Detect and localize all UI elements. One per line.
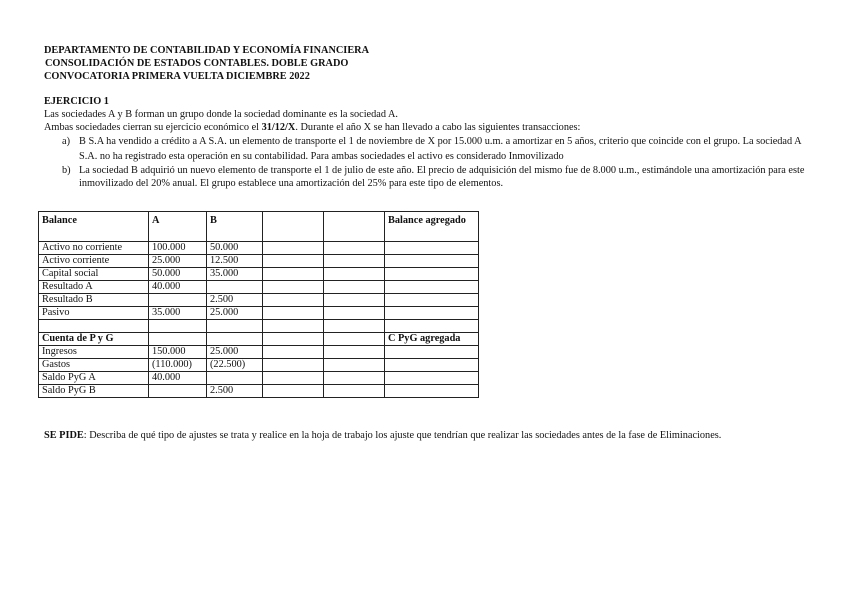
- table-cell: [263, 359, 324, 372]
- table-row: [39, 333, 479, 346]
- task-statement: [44, 429, 784, 443]
- table-cell: 40.000: [149, 281, 207, 294]
- transaction-text: La sociedad B adquirió un nuevo elemento de transporte el 1 de julio de este año. El precio de adquisición del mismo fue de 8.000 u.m., estimándole una amortización para este inmovilizado del 20% anual. El grupo establece una amortización del 25% para este tipo de elementos.: [79, 165, 805, 189]
- transaction-text: B S.A ha vendido a crédito a A S.A. un elemento de transporte el 1 de noviembre de X por 15.000 u.m. a amortizar en 5 años, criterio que coincide con el grupo. La sociedad A S.A. no ha registrado esta operación en su contabilidad. Para ambas sociedades el activo es considerado Inmovilizado: [79, 136, 802, 162]
- table-cell: [385, 346, 479, 359]
- table-cell: [324, 333, 385, 346]
- table-cell: [149, 294, 207, 307]
- department-title: DEPARTAMENTO DE CONTABILIDAD Y ECONOMÍA FINANCIERA: [44, 45, 370, 56]
- table-cell: [263, 268, 324, 281]
- table-cell: [324, 212, 385, 242]
- table-cell: [263, 346, 324, 359]
- table-cell: Balance agregado: [385, 212, 479, 242]
- table-cell: [263, 307, 324, 320]
- table-cell: [324, 385, 385, 398]
- table-header-row: [39, 212, 479, 242]
- table-cell: Activo corriente: [39, 255, 149, 268]
- table-cell: Saldo PyG A: [39, 372, 149, 385]
- table-cell: [207, 333, 263, 346]
- table-cell: [263, 333, 324, 346]
- table-cell: 12.500: [207, 255, 263, 268]
- table-cell: [324, 320, 385, 333]
- table-cell: [263, 385, 324, 398]
- table-cell: [324, 294, 385, 307]
- table-cell: Balance: [39, 212, 149, 242]
- table-cell: [385, 255, 479, 268]
- table-row: [39, 307, 479, 320]
- table-cell: [207, 320, 263, 333]
- table-row: [39, 281, 479, 294]
- table-cell: (110.000): [149, 359, 207, 372]
- table-cell: 35.000: [207, 268, 263, 281]
- table-cell: [207, 372, 263, 385]
- table-cell: 100.000: [149, 242, 207, 255]
- table-row: [39, 385, 479, 398]
- task-label: SE PIDE: [44, 430, 84, 441]
- transactions-list: [44, 134, 814, 190]
- table-cell: [324, 307, 385, 320]
- table-cell: [324, 346, 385, 359]
- table-cell: Activo no corriente: [39, 242, 149, 255]
- close-post: . Durante el año X se han llevado a cabo las siguientes transacciones:: [295, 122, 581, 133]
- table-cell: [263, 212, 324, 242]
- table-cell: 2.500: [207, 385, 263, 398]
- worksheet-table: [38, 211, 479, 398]
- table-cell: [263, 255, 324, 268]
- table-cell: 25.000: [149, 255, 207, 268]
- table-cell: Ingresos: [39, 346, 149, 359]
- table-spacer-row: [39, 320, 479, 333]
- table-cell: 35.000: [149, 307, 207, 320]
- table-cell: A: [149, 212, 207, 242]
- table-cell: [324, 255, 385, 268]
- table-cell: Resultado A: [39, 281, 149, 294]
- document-header: [44, 44, 814, 83]
- table-cell: C PyG agregada: [385, 333, 479, 346]
- exercise-intro: Las sociedades A y B forman un grupo donde la sociedad dominante es la sociedad A.: [44, 109, 399, 120]
- table-cell: [385, 307, 479, 320]
- table-row: [39, 255, 479, 268]
- table-cell: [207, 281, 263, 294]
- transaction-label: a): [62, 136, 70, 147]
- table-cell: 50.000: [149, 268, 207, 281]
- table-cell: [385, 359, 479, 372]
- table-row: [39, 242, 479, 255]
- table-cell: [263, 372, 324, 385]
- table-row: [39, 294, 479, 307]
- table-row: [39, 372, 479, 385]
- table-cell: Pasivo: [39, 307, 149, 320]
- table-cell: 25.000: [207, 307, 263, 320]
- table-cell: [263, 320, 324, 333]
- table-cell: Resultado B: [39, 294, 149, 307]
- table-cell: Cuenta de P y G: [39, 333, 149, 346]
- table-cell: Gastos: [39, 359, 149, 372]
- document-body: [44, 44, 814, 190]
- table-cell: [39, 320, 149, 333]
- table-row: [39, 346, 479, 359]
- table-cell: 50.000: [207, 242, 263, 255]
- table-cell: [263, 294, 324, 307]
- transaction-item-b: [44, 164, 814, 190]
- table-cell: [385, 294, 479, 307]
- table-cell: Capital social: [39, 268, 149, 281]
- table-cell: [324, 281, 385, 294]
- table-cell: 150.000: [149, 346, 207, 359]
- table-row: [39, 268, 479, 281]
- table-cell: [385, 320, 479, 333]
- table-cell: [149, 333, 207, 346]
- table-cell: 25.000: [207, 346, 263, 359]
- table-cell: [385, 372, 479, 385]
- table-cell: [385, 242, 479, 255]
- transaction-label: b): [62, 165, 71, 176]
- table-cell: Saldo PyG B: [39, 385, 149, 398]
- table-cell: [149, 385, 207, 398]
- exercise-close-statement: [44, 121, 814, 134]
- table-cell: [324, 242, 385, 255]
- close-date: 31/12/X: [261, 122, 296, 133]
- table-cell: [385, 281, 479, 294]
- table-cell: [385, 385, 479, 398]
- exam-call-title: CONVOCATORIA PRIMERA VUELTA DICIEMBRE 2022: [44, 71, 310, 82]
- table-cell: [149, 320, 207, 333]
- table-cell: [324, 268, 385, 281]
- table-cell: B: [207, 212, 263, 242]
- table-cell: [263, 242, 324, 255]
- table-cell: (22.500): [207, 359, 263, 372]
- exercise-title: EJERCICIO 1: [44, 96, 109, 107]
- course-title: CONSOLIDACIÓN DE ESTADOS CONTABLES. DOBLE GRADO: [45, 58, 349, 69]
- table-row: [39, 359, 479, 372]
- close-pre: Ambas sociedades cierran su ejercicio económico el: [44, 122, 262, 133]
- table-cell: [324, 359, 385, 372]
- table-cell: [263, 281, 324, 294]
- table-cell: [324, 372, 385, 385]
- table-cell: 40.000: [149, 372, 207, 385]
- table-cell: 2.500: [207, 294, 263, 307]
- transaction-item-a: [44, 134, 814, 164]
- table-cell: [385, 268, 479, 281]
- task-text: : Describa de qué tipo de ajustes se trata y realice en la hoja de trabajo los ajuste que tendrían que realizar las sociedades antes de la fase de Eliminaciones.: [83, 430, 722, 441]
